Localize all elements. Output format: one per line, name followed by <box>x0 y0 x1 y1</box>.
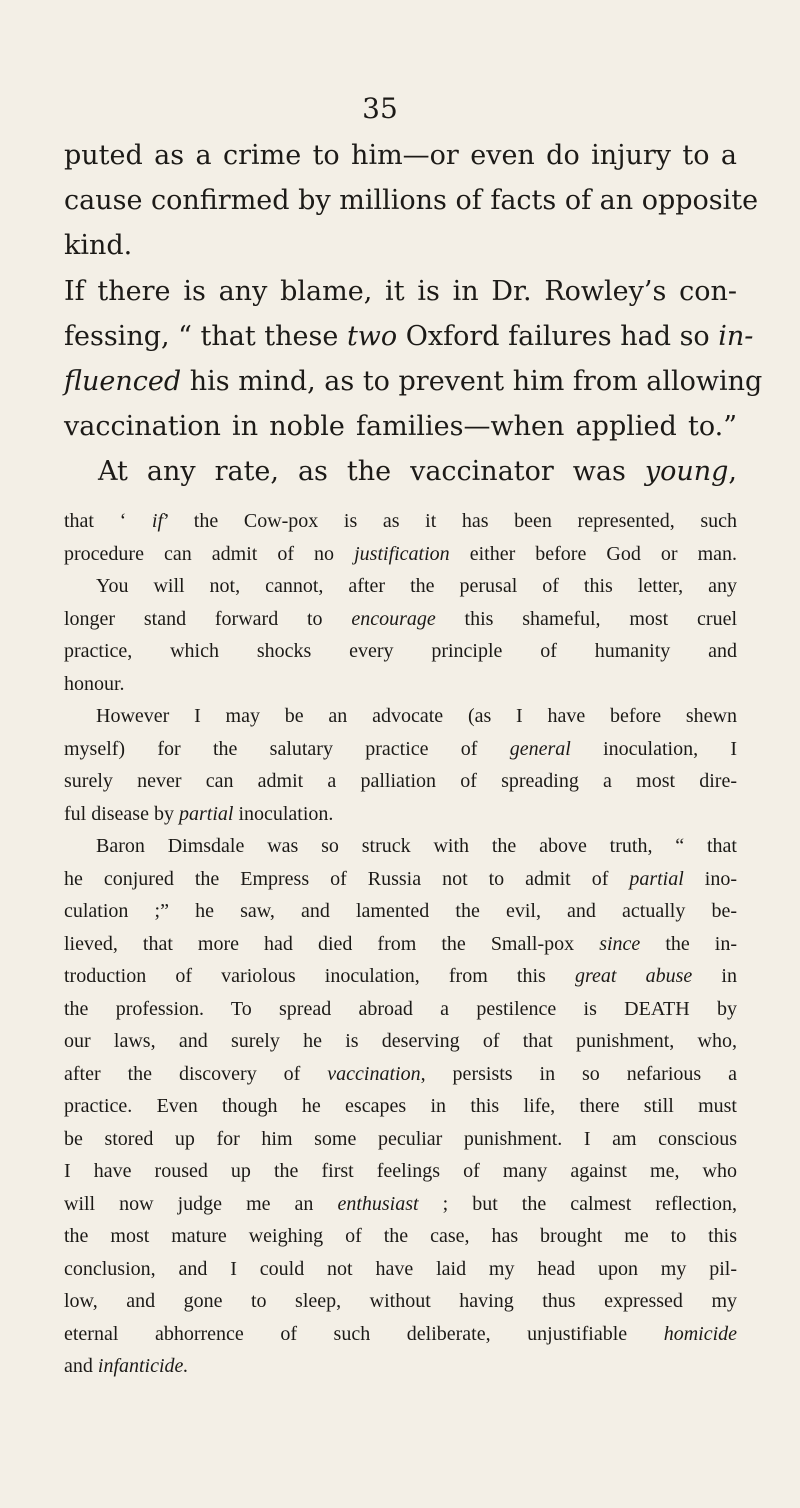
small-type-line: the profession. To spread abroad a pestilence is DEATH by <box>64 998 737 1020</box>
small-type-line: be stored up for him some peculiar punishment. I am conscious <box>64 1128 737 1150</box>
small-type-line: honour. <box>64 673 125 695</box>
large-type-line: fluenced his mind, as to prevent him from allowing <box>64 366 763 397</box>
large-type-line: fessing, “ that these two Oxford failures had so in- <box>64 321 754 352</box>
large-type-line: vaccination in noble families—when applied to.” <box>64 411 737 442</box>
small-type-line: will now judge me an enthusiast ; but the calmest reflection, <box>64 1193 737 1215</box>
small-type-line: culation ;” he saw, and lamented the evil, and actually be- <box>64 900 737 922</box>
large-type-line: cause confirmed by millions of facts of an opposite <box>64 185 759 216</box>
small-type-line: that ‘ if’ the Cow-pox is as it has been represented, such <box>64 510 737 532</box>
small-type-line: the most mature weighing of the case, has brought me to this <box>64 1225 737 1247</box>
small-type-line: practice, which shocks every principle of humanity and <box>64 640 737 662</box>
small-type-line: longer stand forward to encourage this shameful, most cruel <box>64 608 738 630</box>
large-type-line: puted as a crime to him—or even do injury to a <box>64 140 737 171</box>
small-type-line: Baron Dimsdale was so struck with the above truth, “ that <box>96 835 737 857</box>
small-type-line: procedure can admit of no justification either before God or man. <box>64 543 737 565</box>
small-type-line: practice. Even though he escapes in this life, there still must <box>64 1095 737 1117</box>
large-type-line: kind. <box>64 230 133 261</box>
small-type-line: However I may be an advocate (as I have before shewn <box>96 705 737 727</box>
page-number: 35 <box>362 92 398 125</box>
small-type-line: conclusion, and I could not have laid my head upon my pil- <box>64 1258 737 1280</box>
small-type-line: I have roused up the first feelings of many against me, who <box>64 1160 737 1182</box>
small-type-line: You will not, cannot, after the perusal of this letter, any <box>96 575 737 597</box>
small-type-line: and infanticide. <box>64 1355 189 1377</box>
small-type-line: myself) for the salutary practice of general inoculation, I <box>64 738 737 760</box>
small-type-line: ful disease by partial inoculation. <box>64 803 334 825</box>
small-type-line: our laws, and surely he is deserving of that punishment, who, <box>64 1030 737 1052</box>
small-type-line: after the discovery of vaccination, persists in so nefarious a <box>64 1063 737 1085</box>
small-type-line: eternal abhorrence of such deliberate, unjustifiable homicide <box>64 1323 737 1345</box>
large-type-line: At any rate, as the vaccinator was young, <box>98 456 737 487</box>
small-type-line: he conjured the Empress of Russia not to admit of partial ino- <box>64 868 737 890</box>
small-type-line: lieved, that more had died from the Small-pox since the in- <box>64 933 738 955</box>
small-type-line: surely never can admit a palliation of spreading a most dire- <box>64 770 737 792</box>
small-type-line: low, and gone to sleep, without having thus expressed my <box>64 1290 737 1312</box>
small-type-line: troduction of variolous inoculation, from this great abuse in <box>64 965 737 987</box>
large-type-line: If there is any blame, it is in Dr. Rowley’s con- <box>64 276 737 307</box>
